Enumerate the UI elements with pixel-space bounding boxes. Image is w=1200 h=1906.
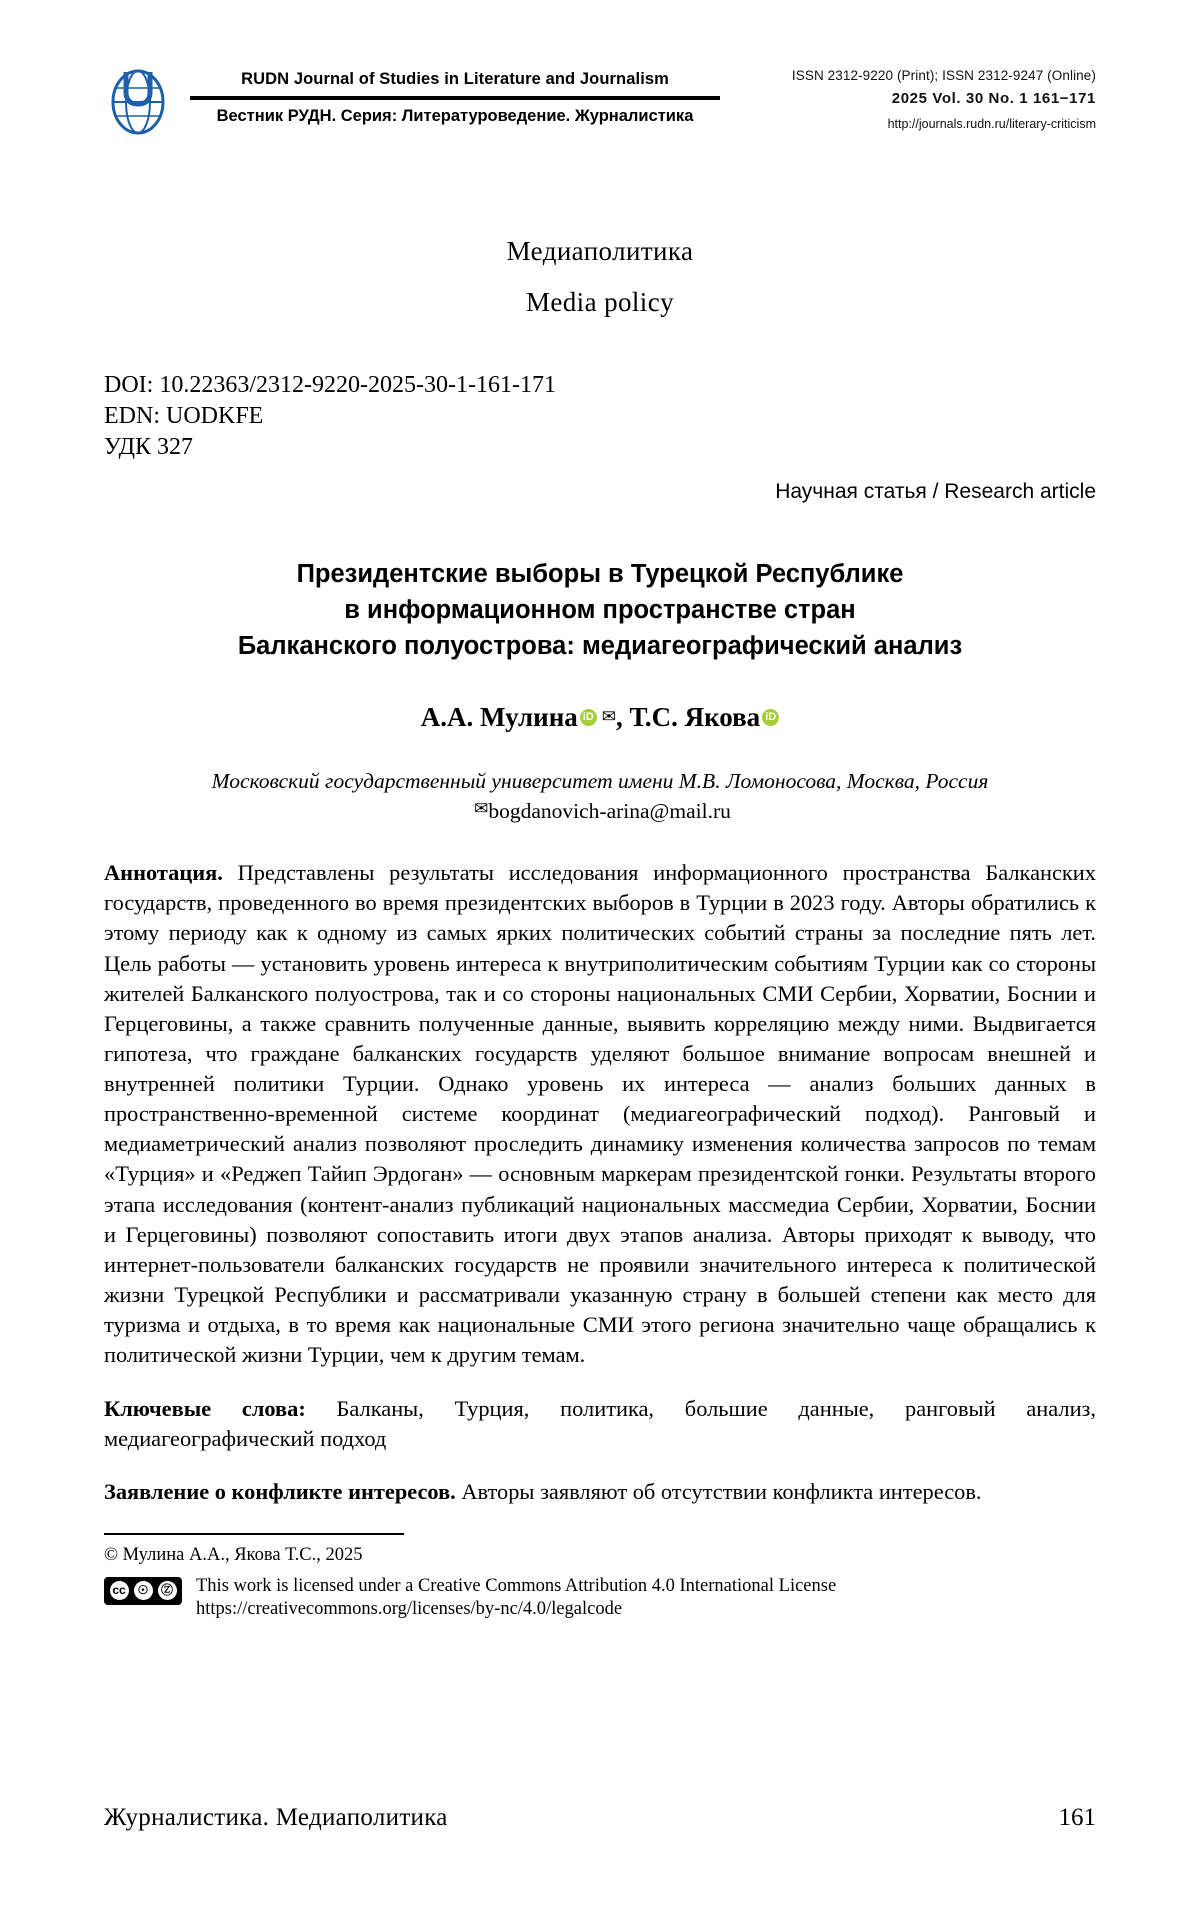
- edn-line: EDN: UODKFE: [104, 403, 264, 430]
- envelope-icon: ✉: [474, 799, 489, 819]
- keywords-label: Ключевые слова:: [104, 1396, 306, 1422]
- affiliation: Московский государственный университет имени М.В. Ломоносова, Москва, Россия: [211, 769, 989, 794]
- title-line-3: Балканского полуострова: медиагеографический анализ: [237, 631, 963, 660]
- keywords-text: Балканы, Турция, политика, большие данные, ранговый анализ, медиагеографический подход: [104, 1396, 1096, 1452]
- creative-commons-icon: [104, 1577, 182, 1605]
- page-content: [104, 0, 1096, 1622]
- title-line-2: в информационном пространстве стран: [344, 595, 856, 624]
- conflict-text: Авторы заявляют об отсутствии конфликта интересов.: [455, 1478, 982, 1504]
- rudn-logo-icon: [104, 66, 172, 136]
- license-line-1: This work is licensed under a Creative Commons Attribution 4.0 International License: [196, 1575, 837, 1596]
- journal-url[interactable]: http://journals.rudn.ru/literary-criticism: [887, 117, 1096, 131]
- orcid-icon-1[interactable]: iD: [580, 709, 597, 726]
- author-email-text: bogdanovich-arina@mail.ru: [488, 799, 731, 824]
- license-text: [196, 1575, 836, 1622]
- title-line-1: Президентские выборы в Турецкой Республике: [296, 559, 904, 588]
- license-block: [104, 1575, 1096, 1622]
- conflict-statement: [104, 1477, 1096, 1507]
- page-number: 161: [1058, 1804, 1096, 1831]
- footer-section-label: Журналистика. Медиаполитика: [104, 1804, 448, 1831]
- keywords-paragraph: [104, 1394, 1096, 1454]
- page-title: [104, 556, 1096, 665]
- conflict-label: Заявление о конфликте интересов.: [104, 1478, 456, 1504]
- journal-issue-info: [746, 68, 1096, 131]
- journal-title-block: [190, 70, 720, 126]
- identifiers-block: [104, 370, 1096, 464]
- author-name-1: А.А. Мулина: [420, 702, 578, 733]
- article-type-label: Научная статья / Research article: [775, 479, 1096, 503]
- volume-line: 2025 Vol. 30 No. 1 161−171: [891, 90, 1096, 107]
- abstract-label: Аннотация.: [104, 860, 223, 886]
- journal-title-en: RUDN Journal of Studies in Literature and Journalism: [241, 70, 669, 88]
- cc-mark: cc: [110, 1581, 129, 1600]
- issn-line: ISSN 2312-9220 (Print); ISSN 2312-9247 (Online): [791, 68, 1096, 83]
- cc-by-mark: ☉: [134, 1581, 153, 1600]
- footnote-divider: [104, 1533, 404, 1535]
- corresponding-author-mail-icon[interactable]: ✉: [601, 707, 617, 727]
- abstract-text: Представлены результаты исследования информационного пространства Балканских государств, проведенного во время президентских выборов в Турции в 2023 году. Авторы обратились к этому периоду как к одному из самых ярких политических событий страны за последние пять лет. Цель работы — установить уровень интереса к внутриполитическим событиям Турции как со стороны жителей Балканского полуострова, так и со стороны национальных СМИ Сербии, Хорватии, Боснии и Герцеговины, а также сравнить полученные данные, выявить корреляцию между ними. Выдвигается гипотеза, что граждане балканских государств уделяют большое внимание вопросам внешней и внутренней политики Турции. Однако уровень их интереса — анализ больших данных в пространственно-временной системе координат (медиагеографический подход). Ранговый и медиаметрический анализ позволяют проследить динамику изменения количества запросов по темам «Турция» и «Реджеп Тайип Эрдоган» — основным маркерам президентской гонки. Результаты второго этапа исследования (контент-анализ публикаций национальных массмедиа Сербии, Хорватии, Боснии и Герцеговины) позволяют сопоставить итоги двух этапов анализа. Авторы приходят к выводу, что интернет-пользователи балканских государств не проявили значительного интереса к политической жизни Турецкой Республики и рассматривали указанную страну в большей степени как место для туризма и отдыха, в то время как национальные СМИ этого региона значительно чаще обращались к политической жизни Турции, чем к другим темам.: [104, 860, 1096, 1368]
- journal-title-ru: Вестник РУДН. Серия: Литературоведение. Журналистика: [216, 107, 694, 125]
- author-name-2: Т.С. Якова: [629, 702, 761, 733]
- copyright-line: © Мулина А.А., Якова Т.С., 2025: [104, 1544, 363, 1565]
- license-line-2[interactable]: https://creativecommons.org/licenses/by-nc/4.0/legalcode: [196, 1599, 623, 1620]
- section-heading-ru: Медиаполитика: [506, 236, 694, 266]
- section-heading-en: Media policy: [525, 287, 674, 317]
- doi-line[interactable]: DOI: 10.22363/2312-9220-2025-30-1-161-171: [104, 372, 556, 398]
- udk-line: УДК 327: [104, 434, 193, 461]
- orcid-icon-2[interactable]: iD: [762, 709, 779, 726]
- masthead-divider: [190, 96, 720, 100]
- abstract-paragraph: [104, 858, 1096, 1370]
- author-list: [104, 702, 1096, 733]
- author-separator: ,: [616, 702, 630, 733]
- page-footer: [104, 1804, 1096, 1832]
- cc-nc-mark: Ⓩ: [158, 1581, 177, 1600]
- journal-masthead: [104, 64, 1096, 148]
- author-email[interactable]: [104, 799, 1096, 824]
